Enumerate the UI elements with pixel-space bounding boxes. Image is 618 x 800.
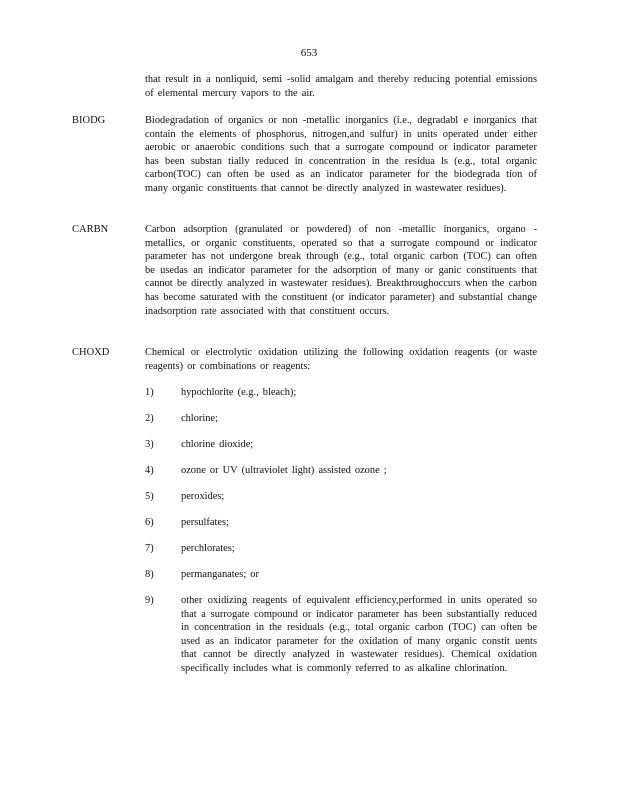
entry-code-biodg: BIODG (72, 115, 106, 126)
list-item-text: persulfates; (181, 517, 229, 528)
list-item-number: 7) (145, 543, 154, 554)
entry-code-choxd: CHOXD (72, 347, 110, 358)
list-item-text: peroxides; (181, 491, 225, 502)
list-item-number: 8) (145, 569, 154, 580)
list-item-number: 3) (145, 439, 154, 450)
page-number: 653 (300, 47, 318, 59)
entry-code-carbn: CARBN (72, 224, 109, 235)
list-item-number: 2) (145, 413, 154, 424)
intro-paragraph: that result in a nonliquid, semi -solid amalgam and thereby reducing potential emissions of elemental mercury vapors to the air. (145, 74, 537, 99)
list-item-text: chlorine dioxide; (181, 439, 254, 450)
list-item-number: 4) (145, 465, 154, 476)
list-item-number: 1) (145, 387, 154, 398)
list-item-text: chlorine; (181, 413, 218, 424)
list-item-text: hypochlorite (e.g., bleach); (181, 387, 297, 398)
list-item-text: permanganates; or (181, 569, 259, 580)
list-item-number: 9) (145, 595, 154, 606)
list-item-text: perchlorates; (181, 543, 235, 554)
entry-text-biodg: Biodegradation of organics or non -metallic inorganics (i.e., degradabl e inorganics that contain the elements of phosphorus, nitrogen,and sulfur) in units operated under either aerobic or anaerobic conditions such that a surrogate compound or indicator parameter has been substan tially reduced in concentration in the residua ls (e.g., total organic carbon(TOC) can often be used as an indicator parameter for the biodegrada tion of many organic constituents that cannot be directly analyzed in wastewater residues). (145, 115, 537, 194)
list-item-number: 6) (145, 517, 154, 528)
list-item-number: 5) (145, 491, 154, 502)
entry-text-carbn: Carbon adsorption (granulated or powdered) of non -metallic inorganics, organo - metallics, or organic constituents, operated so that a surrogate compound or indicator parameter has not undergone break through (e.g., total organic carbon (TOC) can often be usedas an indicator parameter for the adsorption of many or ganic constituents that cannot be directly analyzed in wastewater residues). Breakthroughoccurs when the carbon has become saturated with the constituent (or indicator parameter) and substantial change inadsorption rate associated with that constituent occurs. (145, 224, 537, 317)
list-item-text: other oxidizing reagents of equivalent efficiency,performed in units operated so that a surrogate compound or indicator parameter has been substantially reduced in concentration in the residuals (e.g., total organic carbon (TOC) can often be used as an indicator parameter for the oxidation of many organic constit uents that cannot be directly analyzed in wastewater residues). Chemical oxidation specifically includes what is commonly referred to as alkaline chlorination. (181, 595, 537, 674)
entry-text-choxd: Chemical or electrolytic oxidation utilizing the following oxidation reagents (or waste reagents) or combinations or reagents: (145, 347, 537, 372)
list-item-text: ozone or UV (ultraviolet light) assisted ozone ; (181, 465, 387, 476)
